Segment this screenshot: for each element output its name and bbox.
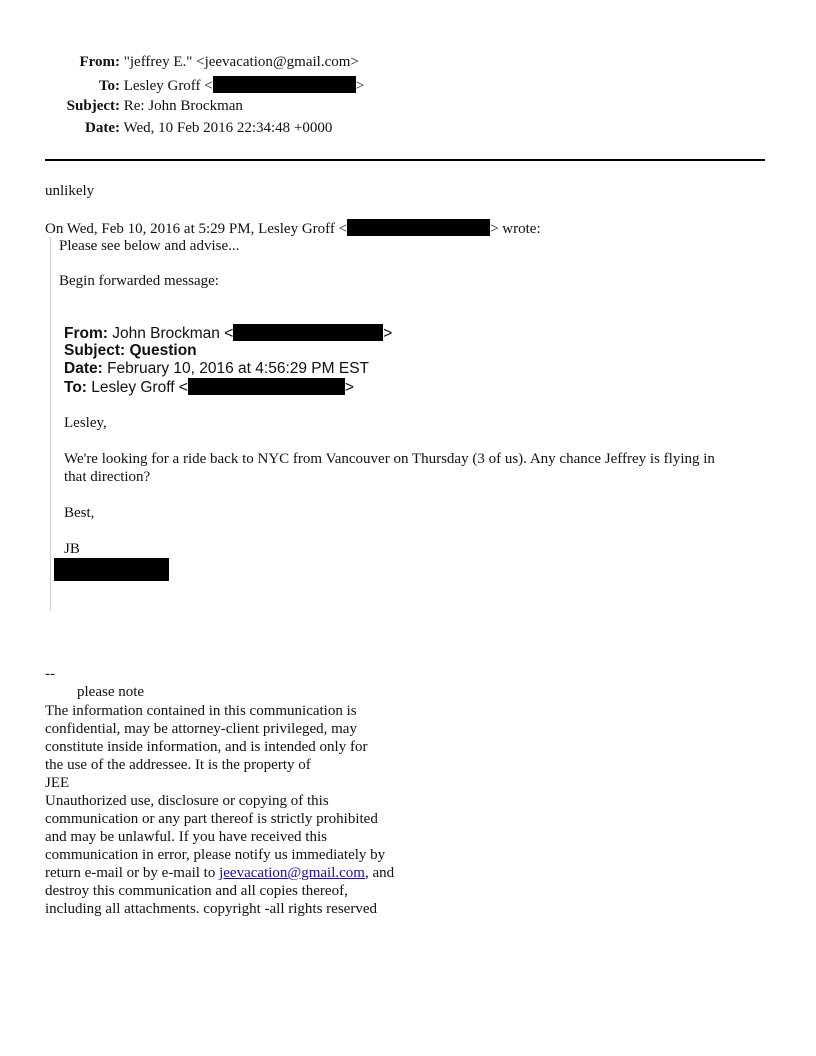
disclaimer-line: Unauthorized use, disclosure or copying of this <box>45 793 329 809</box>
fwd-from-label: From: <box>64 325 108 342</box>
disclaimer-email-before: return e-mail or by e-mail to <box>45 865 220 881</box>
header-to-label: To: <box>98 78 120 94</box>
header-to-row <box>0 76 364 96</box>
header-to-close: > <box>355 78 365 94</box>
fwd-to-close: > <box>344 379 354 396</box>
disclaimer-line: including all attachments. copyright -all rights reserved <box>45 901 377 917</box>
disclaimer-line: destroy this communication and all copies thereof, <box>45 883 348 899</box>
header-divider <box>45 159 765 161</box>
quote-bar <box>50 237 51 611</box>
disclaimer-note: please note <box>77 684 145 700</box>
fwd-from-row <box>64 324 392 343</box>
header-subject-row <box>0 98 243 118</box>
email-link[interactable]: jeevacation@gmail.com <box>219 865 365 881</box>
header-subject-label: Subject: <box>66 98 120 114</box>
redaction-box <box>188 378 345 395</box>
fwd-to-row <box>64 378 354 397</box>
fwd-from-value: John Brockman < <box>112 325 234 342</box>
header-date-label: Date: <box>85 120 120 136</box>
attribution-start: On Wed, Feb 10, 2016 at 5:29 PM, Lesley Groff < <box>45 221 348 237</box>
reply-text: unlikely <box>45 183 95 199</box>
header-from-value: "jeffrey E." <jeevacation@gmail.com> <box>123 54 359 70</box>
fwd-signature: JB <box>64 541 80 557</box>
reply-attribution <box>45 219 541 238</box>
redaction-box <box>213 76 356 93</box>
fwd-signoff: Best, <box>64 505 95 521</box>
quoted-line-forwarded: Begin forwarded message: <box>59 273 219 289</box>
sig-dashes: -- <box>45 666 55 682</box>
redaction-box <box>233 324 383 341</box>
fwd-date-row <box>64 360 369 378</box>
header-to-value: Lesley Groff < <box>123 78 213 94</box>
fwd-subject-label: Subject: <box>64 342 126 359</box>
header-subject-value: Re: John Brockman <box>123 98 243 114</box>
fwd-date-value: February 10, 2016 at 4:56:29 PM EST <box>107 360 370 377</box>
disclaimer-line: communication in error, please notify us immediately by <box>45 847 386 863</box>
fwd-to-label: To: <box>64 379 87 396</box>
disclaimer-body <box>45 702 465 918</box>
fwd-greeting: Lesley, <box>64 415 107 431</box>
signature-redaction-box <box>54 558 169 581</box>
fwd-date-label: Date: <box>64 360 103 377</box>
quoted-line-advise: Please see below and advise... <box>59 238 240 254</box>
disclaimer-line: confidential, may be attorney-client privileged, may <box>45 721 357 737</box>
disclaimer-line: communication or any part thereof is strictly prohibited <box>45 811 378 827</box>
redaction-box <box>347 219 490 236</box>
fwd-body-line2: that direction? <box>64 469 151 485</box>
fwd-subject-value: Question <box>129 342 197 359</box>
fwd-body-line1: We're looking for a ride back to NYC from Vancouver on Thursday (3 of us). Any chance Jeffrey is flying in <box>64 451 715 467</box>
disclaimer-line: JEE <box>45 775 70 791</box>
header-from-row <box>0 54 359 74</box>
disclaimer-email-after: , and <box>364 865 395 881</box>
header-date-row <box>0 120 332 140</box>
header-from-label: From: <box>79 54 120 70</box>
disclaimer-line: the use of the addressee. It is the property of <box>45 757 311 773</box>
fwd-to-value: Lesley Groff < <box>91 379 188 396</box>
disclaimer-email-line <box>45 864 465 882</box>
fwd-from-close: > <box>383 325 393 342</box>
disclaimer-line: and may be unlawful. If you have received this <box>45 829 327 845</box>
attribution-end: > wrote: <box>490 221 541 237</box>
header-date-value: Wed, 10 Feb 2016 22:34:48 +0000 <box>123 120 333 136</box>
disclaimer-line: The information contained in this communication is <box>45 703 357 719</box>
disclaimer-line: constitute inside information, and is intended only for <box>45 739 368 755</box>
fwd-subject-row <box>64 342 197 360</box>
